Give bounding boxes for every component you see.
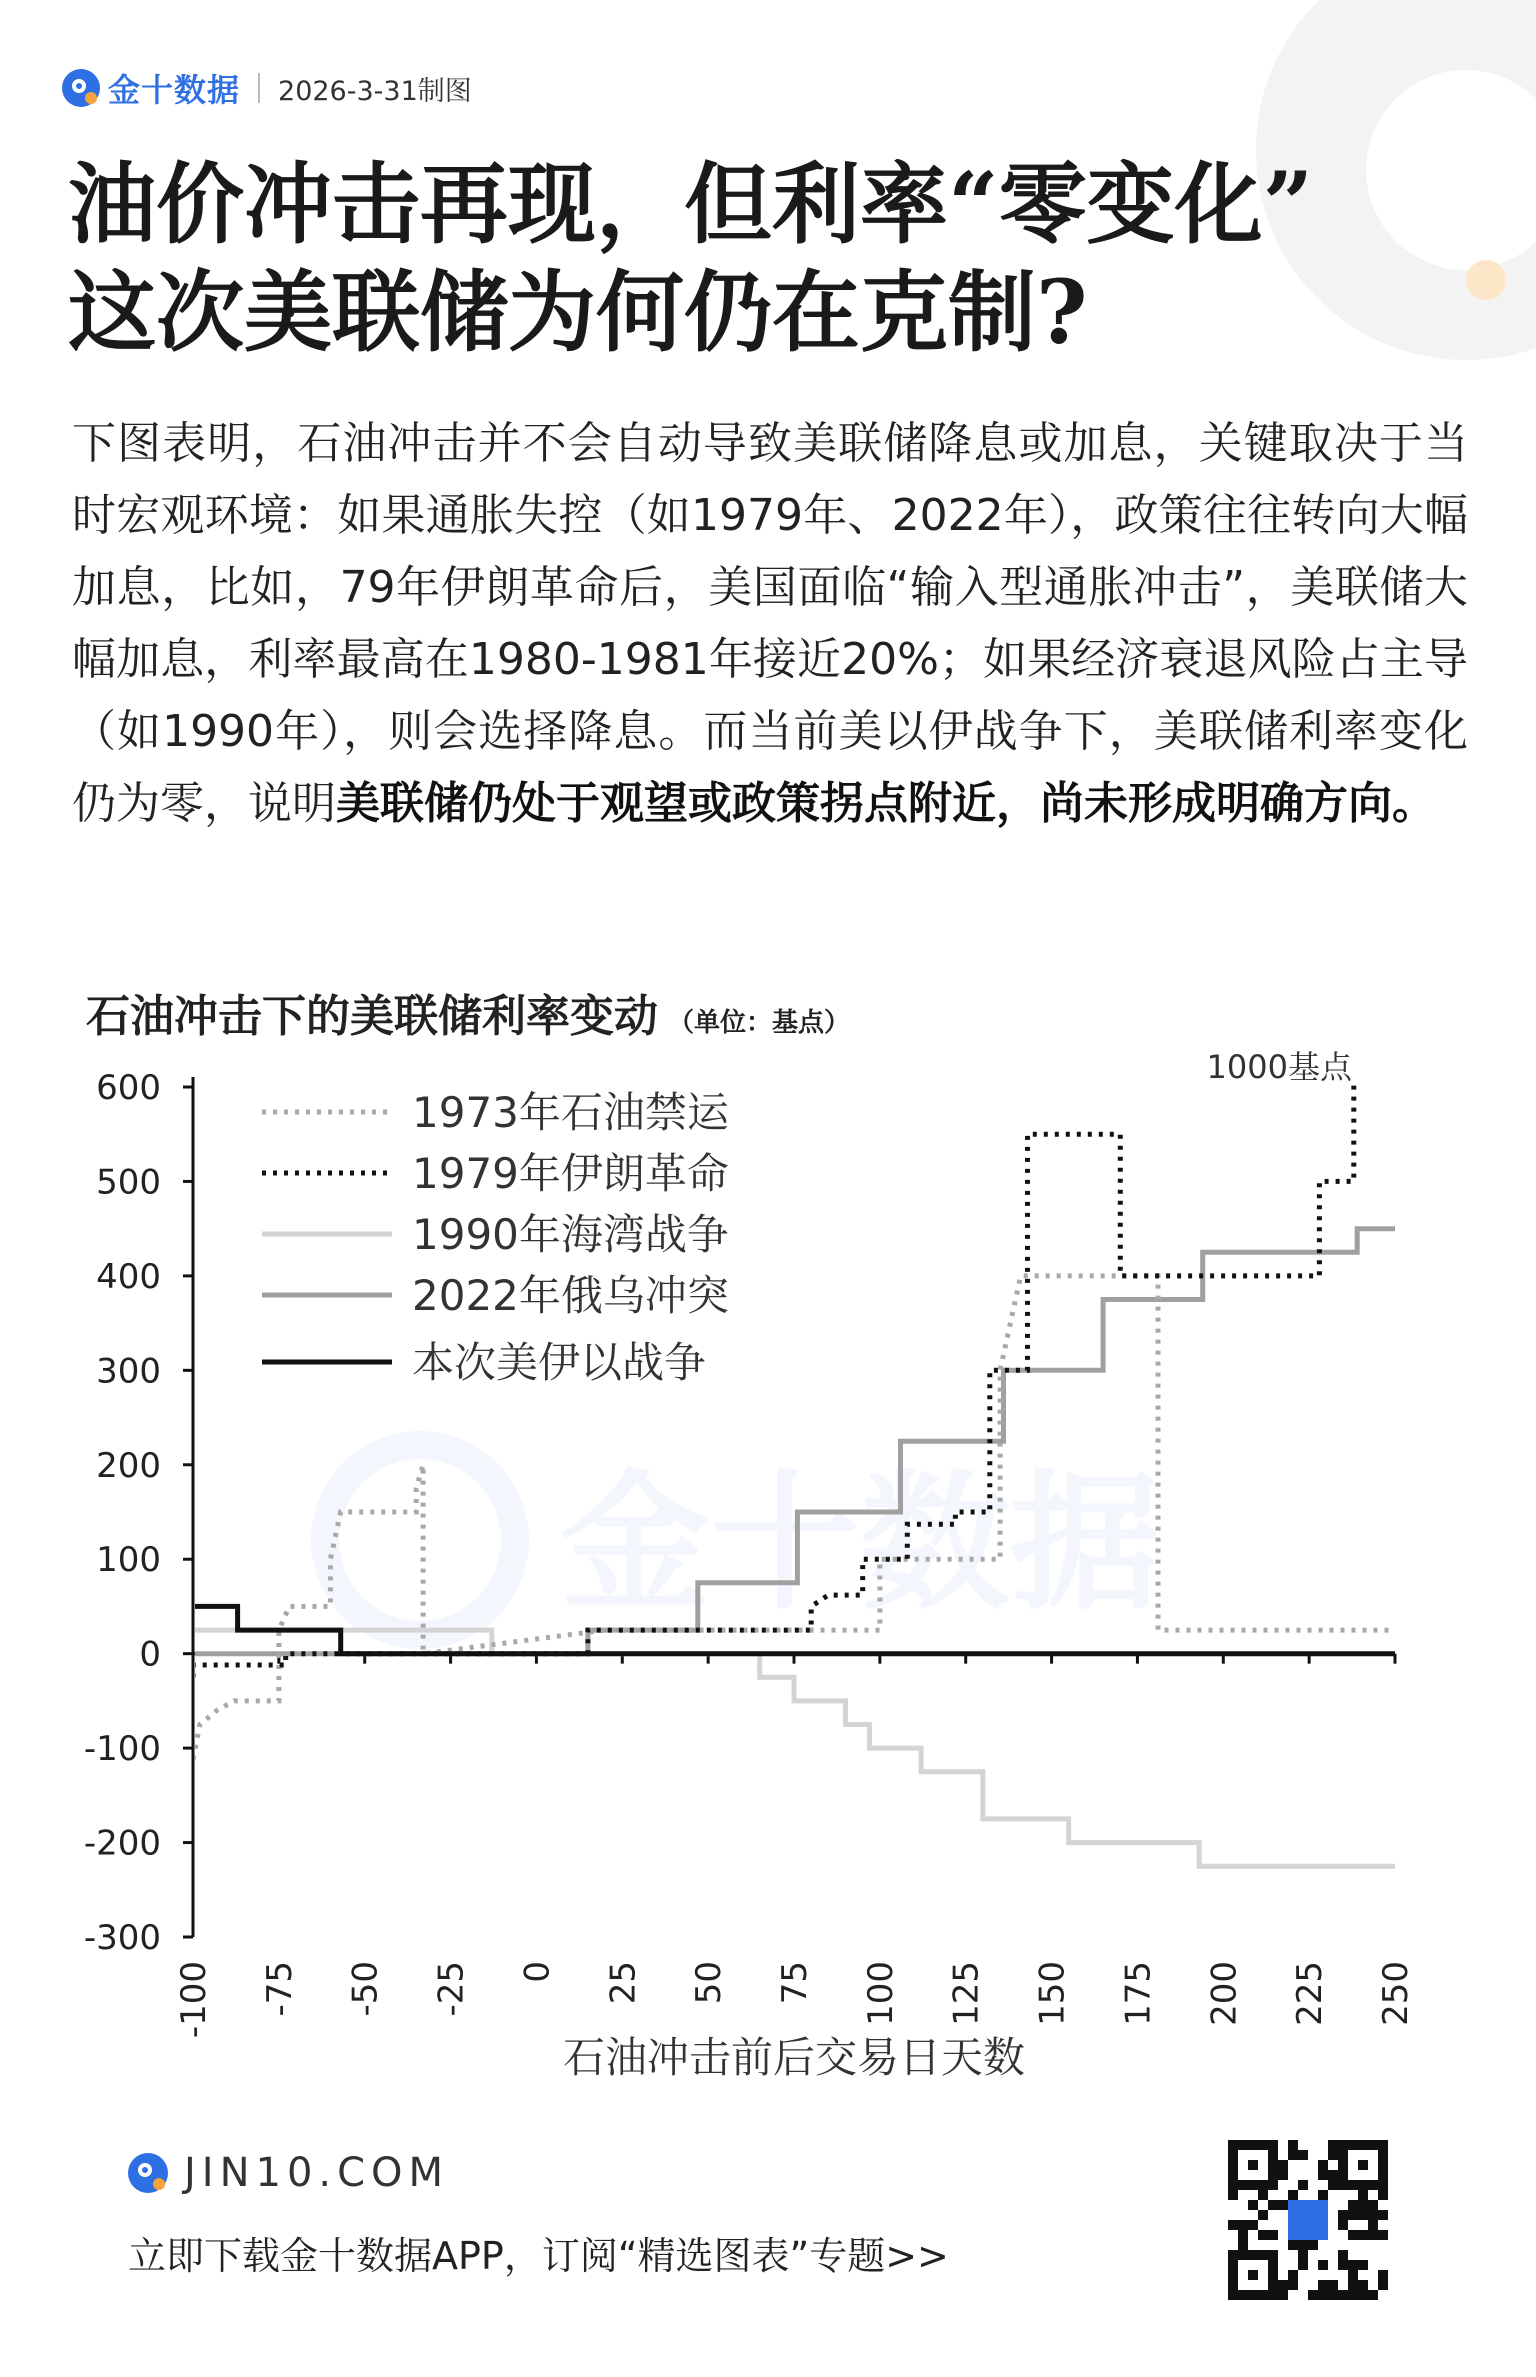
y-tick-label: 500 [96,1162,161,1203]
jin10-logo-icon [62,69,100,107]
x-tick-label: -25 [431,1961,472,2017]
x-tick-label: 250 [1376,1961,1416,2026]
y-tick-label: 300 [96,1351,161,1392]
y-tick-label: 600 [96,1068,161,1108]
title-line-2: 这次美联储为何仍在克制? [68,260,1088,364]
x-tick-label: -50 [345,1961,386,2017]
x-tick-label: -100 [174,1961,214,2039]
x-tick-label: 75 [775,1961,815,2005]
header-divider [258,73,260,103]
x-tick-label: -75 [259,1961,300,2017]
rate-change-chart [0,1040,1536,2100]
chart-unit: （单位：基点） [668,1008,851,1038]
legend-label: 2022年俄乌冲突 [412,1271,729,1320]
qr-code-icon[interactable] [1228,2140,1388,2300]
description-highlight: 美联储仍处于观望或政策拐点附近，尚未形成明确方向。 [336,778,1436,829]
legend-label: 1973年石油禁运 [412,1088,729,1137]
jin10-logo-icon [128,2153,168,2193]
page-title [68,150,1488,366]
y-tick-label: 400 [96,1256,161,1297]
chart-annotation: 1000基点 [1206,1048,1352,1086]
description [72,408,1468,840]
description-text: 下图表明，石油冲击并不会自动导致美联储降息或加息，关键取决于当时宏观环境：如果通胀失控（如1979年、2022年），政策往往转向大幅加息，比如，79年伊朗革命后，美国面临“输入型通胀冲击”，美联储大幅加息，利率最高在1980-1981年接近20%；如果经济衰退风险占主导（如1990年），则会选择降息。而当前美以伊战争下，美联储利率变化仍为零，说明 [72,418,1468,829]
x-tick-label: 200 [1204,1961,1245,2026]
x-tick-label: 25 [603,1961,644,2005]
watermark-logo-icon [325,1445,515,1635]
legend-label: 1979年伊朗革命 [412,1149,729,1198]
footer-url-text: JIN10.COM [184,2150,450,2196]
y-tick-label: -200 [83,1823,161,1864]
chart-title [86,980,850,1044]
footer-url[interactable] [128,2150,449,2196]
title-line-1: 油价冲击再现，但利率“零变化” [68,152,1314,256]
brand-name: 金十数据 [108,71,241,109]
legend-label: 1990年海湾战争 [412,1210,729,1259]
x-tick-label: 0 [517,1961,558,1983]
x-tick-label: 125 [946,1961,987,2026]
x-tick-label: 50 [689,1961,730,2005]
watermark: 金十数据 [559,1457,1161,1631]
x-tick-label: 150 [1032,1961,1073,2026]
y-tick-label: 200 [96,1445,161,1486]
legend-label: 本次美伊以战争 [412,1338,707,1387]
chart-title-text: 石油冲击下的美联储利率变动 [86,991,658,1042]
footer-cta[interactable]: 立即下载金十数据APP，订阅“精选图表”专题>> [128,2234,949,2278]
x-axis-label: 石油冲击前后交易日天数 [562,2033,1026,2082]
y-tick-label: -300 [83,1918,161,1958]
header-bar [62,62,472,114]
y-tick-label: 100 [96,1540,161,1581]
x-tick-label: 175 [1118,1961,1159,2026]
header-date: 2026-3-31制图 [278,75,472,107]
y-tick-label: -100 [83,1729,161,1770]
x-tick-label: 100 [860,1961,901,2026]
y-tick-label: 0 [139,1634,161,1675]
series-line-2 [193,1630,1395,1866]
x-tick-label: 225 [1290,1961,1331,2026]
